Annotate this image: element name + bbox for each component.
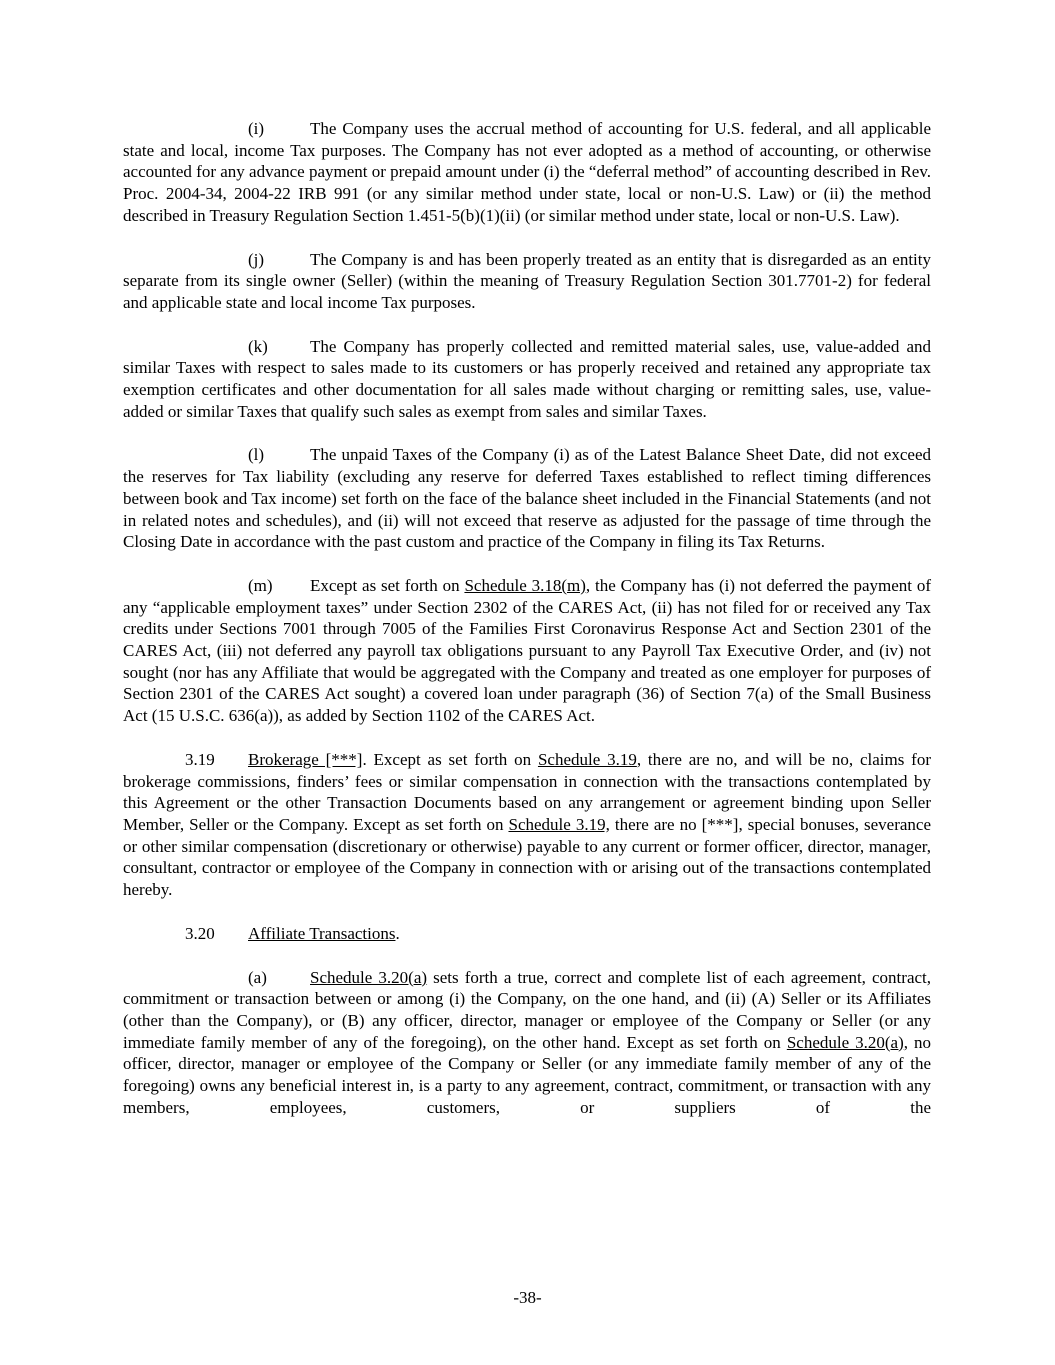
text-run: sets forth a true, correct and complete list of each agreement, contract, commitment or transaction between or among (i) the Company, on the one hand, and (ii) (A) Seller or its Affiliates (other than the Company), or (B) any officer, director, manager or employee of the Company or Seller (or any immediate family member of any of the foregoing), on the other hand. Except as set forth on [123, 967, 932, 1052]
document-body [123, 118, 931, 1140]
text-run: . Except as set forth on [362, 749, 538, 769]
text-run: there are no [***], special bonuses, severance or other similar compensation (discretionary or otherwise) payable to any current or former officer, director, manager, consultant, contractor or employee of the Company in connection with or arising out of the transactions contemplated hereby. [123, 814, 931, 900]
text-run: The Company is and has been properly treated as an entity that is disregarded as an entity separate from its single owner (Seller) (within the meaning of Treasury Regulation Section 301.7701-2) for federal and applicable state and local income Tax purposes. [123, 249, 931, 312]
text-run: The Company has properly collected and remitted material sales, use, value-added and similar Taxes with respect to sales made to its customers or has properly received and retained any appropriate tax exemption certificates and other documentation for all sales made without charging or remitting sales, use, value-added or similar Taxes that qualify such sales as exempt from sales and similar Taxes. [123, 336, 931, 421]
underlined-reference: Schedule 3.18(m) [464, 575, 586, 595]
paragraph [123, 336, 931, 423]
text-run: , the Company has (i) not deferred the payment of any “applicable employment taxes” under Section 2302 of the CARES Act, (ii) has not filed for or received any Tax credits under Sections 7001 through 7005 of the Families First Coronavirus Response Act and Section 2301 of the CARES Act, (iii) not deferred any payroll tax obligations pursuant to any Payroll Tax Executive Order, and (iv) not sought (nor has any Affiliate that would be aggregated with the Company and treated as one employer for purposes of Section 2301 of the CARES Act sought) a covered loan under paragraph (36) of Section 7(a) of the Small Business Act (15 U.S.C. 636(a)), as added by Section 1102 of the CARES Act. [123, 575, 931, 726]
text-run: , there are no, and will be no, claims for brokerage commissions, finders’ fees or similar compensation in connection with the transactions contemplated by this Agreement or the other Transaction Documents based on any arrangement or agreement binding upon Seller Member, Seller or the Company. Except as set forth on [123, 749, 931, 834]
text-run: The Company uses the accrual method of accounting for U.S. federal, and all applicable state and local, income Tax purposes. The Company has not ever adopted as a method of accounting, or otherwise accounted for any advance payment or prepaid amount under (i) the “deferral method” of accounting described in Rev. Proc. 2004-34, 2004-22 IRB 991 (or any similar method under state, local or non-U.S. Law) or (ii) the method described in Treasury Regulation Section 1.451-5(b)(1)(ii) (or similar method under state, local or non-U.S. Law). [123, 119, 931, 225]
underlined-reference: Schedule 3.19, [508, 814, 610, 834]
paragraph-label: (a) [248, 967, 267, 987]
paragraph [123, 749, 931, 901]
paragraph [123, 118, 931, 227]
paragraph-label: (k) [248, 336, 268, 356]
text-run: . [395, 923, 400, 943]
paragraph-label: 3.19 [185, 749, 215, 769]
paragraph [123, 967, 931, 1119]
underlined-reference: Schedule 3.19 [537, 749, 637, 769]
text-run: Except as set forth on [310, 575, 465, 595]
underlined-reference: Affiliate Transactions [248, 923, 396, 943]
underlined-reference: Brokerage [***] [248, 749, 363, 769]
paragraph-label: 3.20 [185, 923, 215, 943]
text-run: , no officer, director, manager or employee of the Company or Seller (or any immediate family member of any of the foregoing) owns any beneficial interest in, is a party to any agreement, contract, commitment, or transaction with any members, employees, customers, or suppliers of the [123, 1032, 932, 1117]
paragraph-label: (l) [248, 445, 265, 465]
paragraph [123, 923, 931, 945]
page-number: -38- [513, 1288, 542, 1308]
paragraph-label: (i) [248, 119, 265, 138]
paragraph-label: (m) [248, 575, 273, 595]
paragraph [123, 249, 931, 314]
underlined-reference: Schedule 3.20(a) [786, 1032, 904, 1052]
underlined-reference: Schedule 3.20(a) [310, 967, 428, 987]
paragraph [123, 444, 931, 553]
paragraph-label: (j) [248, 249, 265, 269]
text-run: The unpaid Taxes of the Company (i) as of the Latest Balance Sheet Date, did not exceed the reserves for Tax liability (excluding any reserve for deferred Taxes established to reflect timing differences between book and Tax income) set forth on the face of the balance sheet included in the Financial Statements (and not in related notes and schedules), and (ii) will not exceed that reserve as adjusted for the passage of time through the Closing Date in accordance with the past custom and practice of the Company in filing its Tax Returns. [123, 445, 931, 552]
paragraph [123, 575, 931, 727]
